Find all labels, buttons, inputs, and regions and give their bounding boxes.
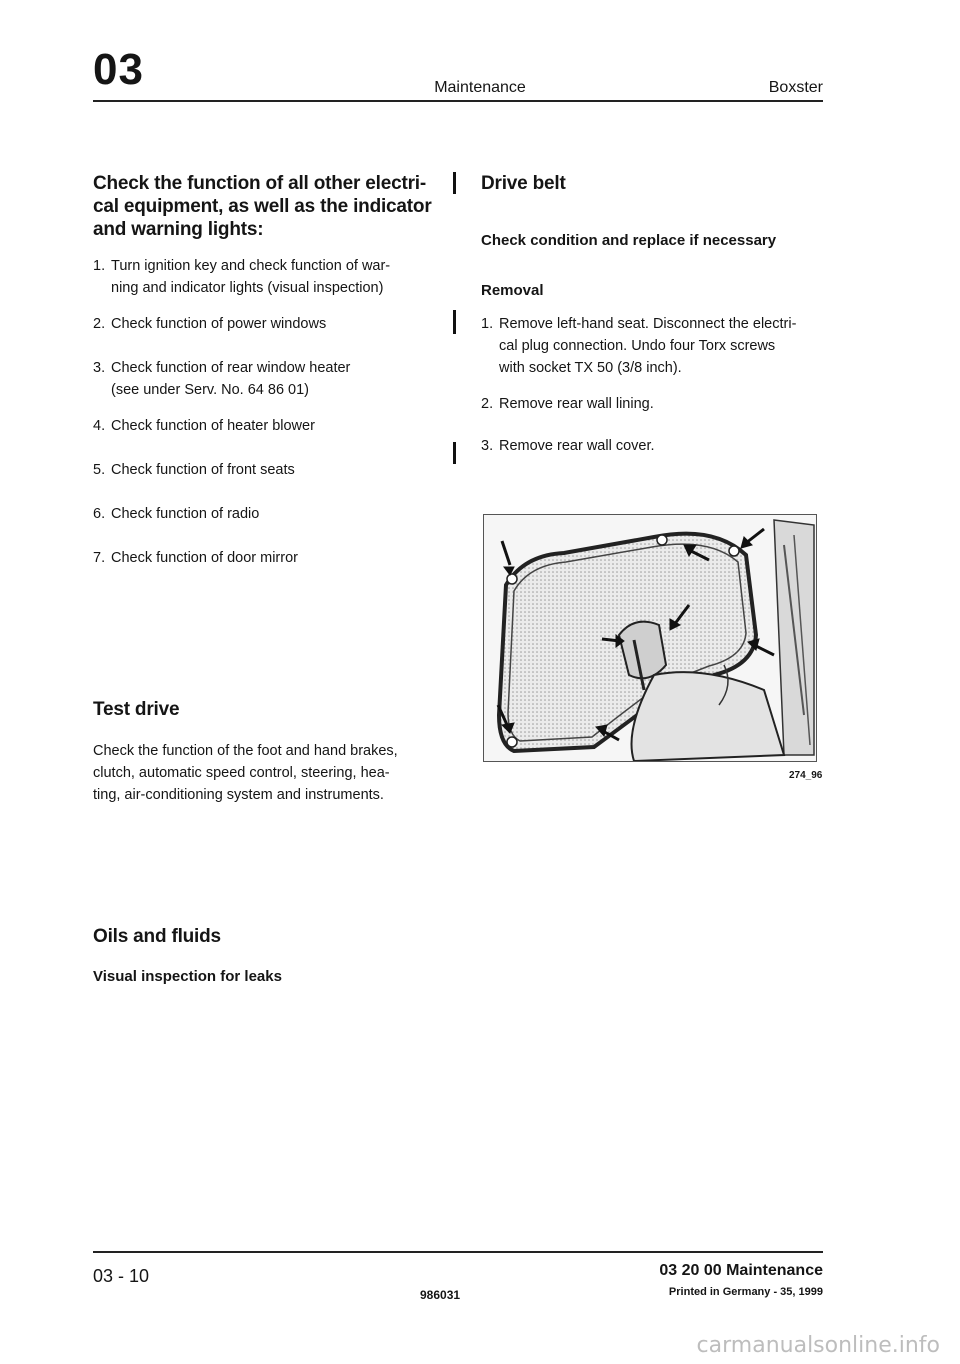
drive-belt-heading: Drive belt: [481, 173, 566, 194]
list-item: 3. Check function of rear window heater (see under Serv. No. 64 86 01): [93, 360, 351, 398]
change-bar: [453, 310, 456, 334]
list-item: 6. Check function of radio: [93, 506, 260, 522]
figure-id: 274_96: [789, 770, 823, 781]
oils-fluids-subheading: Visual inspection for leaks: [93, 968, 282, 985]
drive-belt-subheading: Check condition and replace if necessary: [481, 232, 777, 249]
rear-wall-cover-illustration: [483, 514, 817, 762]
oils-fluids-heading: Oils and fluids: [93, 926, 221, 947]
list-item: 4. Check function of heater blower: [93, 418, 315, 434]
electrical-check-heading: Check the function of all other electri- cal equipment, as well as the indicator and warning lights:: [93, 173, 432, 240]
section-reference: 03 20 00 Maintenance: [659, 1262, 823, 1279]
test-drive-text: Check the function of the foot and hand brakes, clutch, automatic speed control, steering, hea- ting, air-conditioning system and instruments.: [93, 743, 398, 803]
list-item: 3. Remove rear wall cover.: [481, 438, 655, 454]
change-bar: [453, 442, 456, 464]
list-item: 5. Check function of front seats: [93, 462, 295, 478]
test-drive-heading: Test drive: [93, 699, 180, 720]
watermark: carmanualsonline.info: [696, 1333, 940, 1358]
removal-steps: [481, 313, 826, 457]
footer-rule: [93, 1251, 823, 1253]
change-bar: [453, 172, 456, 194]
print-info: Printed in Germany - 35, 1999: [668, 1286, 823, 1298]
list-item: 1. Remove left-hand seat. Disconnect the electri- cal plug connection. Undo four Torx screws with socket TX 50 (3/8 inch).: [481, 316, 797, 376]
list-item: 1. Turn ignition key and check function of war- ning and indicator lights (visual inspection): [93, 258, 391, 296]
list-item: 7. Check function of door mirror: [93, 550, 298, 566]
section-title: Maintenance: [434, 79, 526, 96]
list-item: 2. Check function of power windows: [93, 316, 327, 332]
page-number: 03 - 10: [93, 1266, 150, 1286]
chapter-number: 03: [93, 45, 144, 94]
electrical-check-list: [93, 255, 433, 569]
document-number: 986031: [420, 1288, 461, 1302]
removal-heading: Removal: [481, 282, 544, 299]
model-name: Boxster: [768, 79, 823, 96]
list-item: 2. Remove rear wall lining.: [481, 396, 654, 412]
header-rule: [93, 100, 823, 102]
